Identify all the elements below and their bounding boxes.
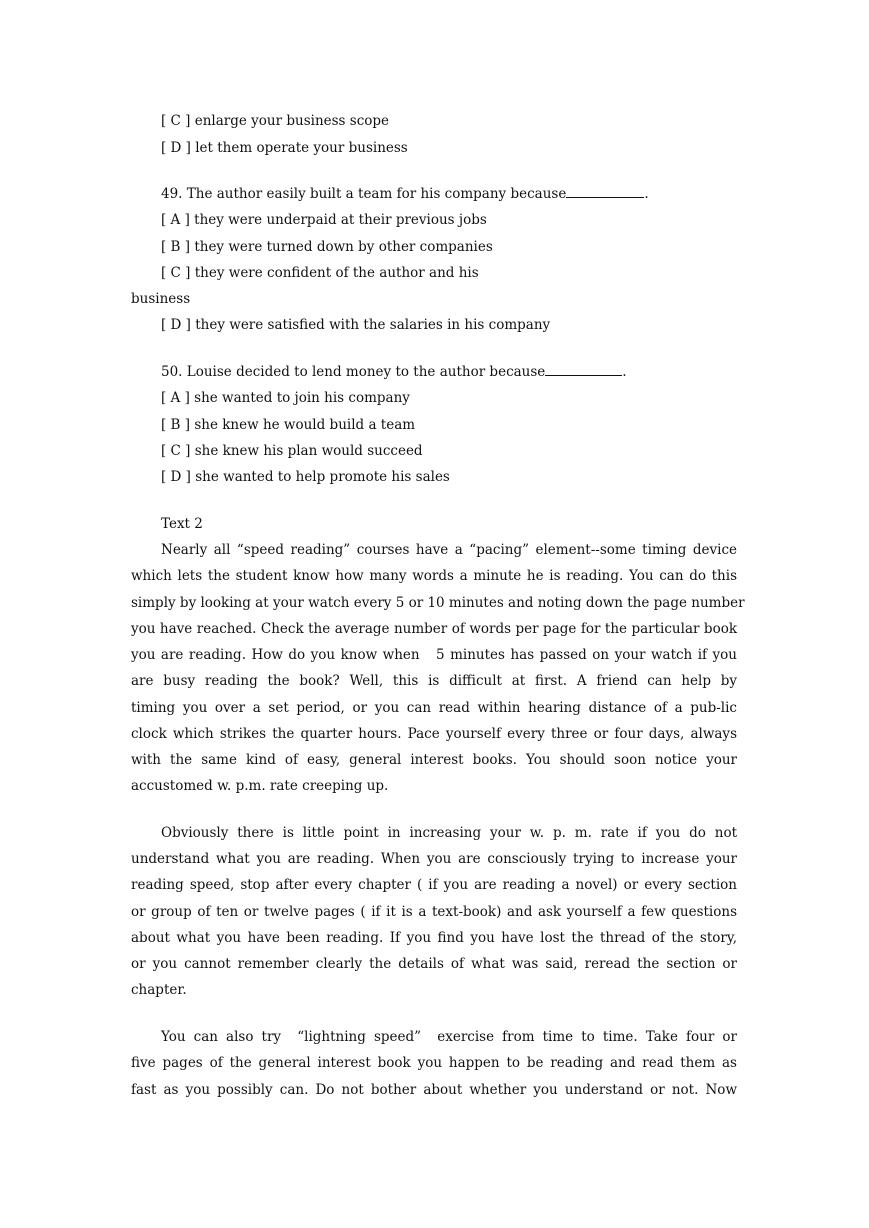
para1-line-5: you are reading. How do you know when 5 minutes has passed on your watch if you (131, 647, 737, 663)
para2-line-1: Obviously there is little point in increasing your w. p. m. rate if you do not (161, 825, 737, 841)
para1-line-8: clock which strikes the quarter hours. Pace yourself every three or four days, always (131, 726, 737, 742)
para2-line-3: reading speed, stop after every chapter ( if you are reading a novel) or every section (131, 877, 737, 893)
para1-line-6: are busy reading the book? Well, this is difficult at first. A friend can help by (131, 673, 737, 689)
para3-line-3: fast as you possibly can. Do not bother about whether you understand or not. Now (131, 1082, 737, 1098)
para1-line-7: timing you over a set period, or you can read within hearing distance of a pub-lic (131, 700, 737, 716)
para2-line-5: about what you have been reading. If you find you have lost the thread of the story, (131, 930, 737, 946)
para1-line-2: which lets the student know how many words a minute he is reading. You can do this (131, 568, 737, 584)
q50-option-c: [ C ] she knew his plan would succeed (161, 443, 423, 459)
para2-line-2: understand what you are reading. When you are consciously trying to increase your (131, 851, 737, 867)
q49-option-c-continued: business (131, 291, 191, 307)
para2-line-6: or you cannot remember clearly the details of what was said, reread the section or (131, 956, 737, 972)
q49-stem-text: 49. The author easily built a team for his company because (161, 186, 567, 202)
text2-heading: Text 2 (161, 516, 203, 532)
q48-option-d: [ D ] let them operate your business (161, 140, 408, 156)
para1-line-1: Nearly all “speed reading” courses have a “pacing” element--some timing device (161, 542, 737, 558)
q49-stem (161, 185, 649, 203)
q49-option-c: [ C ] they were confident of the author and his (161, 265, 479, 281)
q49-stem-end: . (644, 186, 649, 202)
q50-option-b: [ B ] she knew he would build a team (161, 417, 416, 433)
para1-line-10: accustomed w. p.m. rate creeping up. (131, 778, 389, 794)
q50-stem-end: . (622, 364, 627, 380)
q50-stem-text: 50. Louise decided to lend money to the author because (161, 364, 546, 380)
para2-line-7: chapter. (131, 982, 187, 998)
q49-answer-blank (566, 185, 644, 198)
q50-stem (161, 363, 627, 381)
q50-option-a: [ A ] she wanted to join his company (161, 390, 410, 406)
q49-option-b: [ B ] they were turned down by other companies (161, 239, 493, 255)
q50-answer-blank (545, 363, 622, 376)
q49-option-a: [ A ] they were underpaid at their previous jobs (161, 212, 487, 228)
para3-line-1: You can also try “lightning speed” exercise from time to time. Take four or (161, 1029, 737, 1045)
para1-line-4: you have reached. Check the average number of words per page for the particular book (131, 621, 737, 637)
q50-option-d: [ D ] she wanted to help promote his sales (161, 469, 450, 485)
para2-line-4: or group of ten or twelve pages ( if it is a text-book) and ask yourself a few questions (131, 904, 737, 920)
q49-option-d: [ D ] they were satisfied with the salaries in his company (161, 317, 551, 333)
q48-option-c: [ C ] enlarge your business scope (161, 113, 390, 129)
para3-line-2: five pages of the general interest book you happen to be reading and read them as (131, 1055, 737, 1071)
para1-line-9: with the same kind of easy, general interest books. You should soon notice your (131, 752, 737, 768)
para1-line-3: simply by looking at your watch every 5 or 10 minutes and noting down the page number (131, 595, 745, 611)
